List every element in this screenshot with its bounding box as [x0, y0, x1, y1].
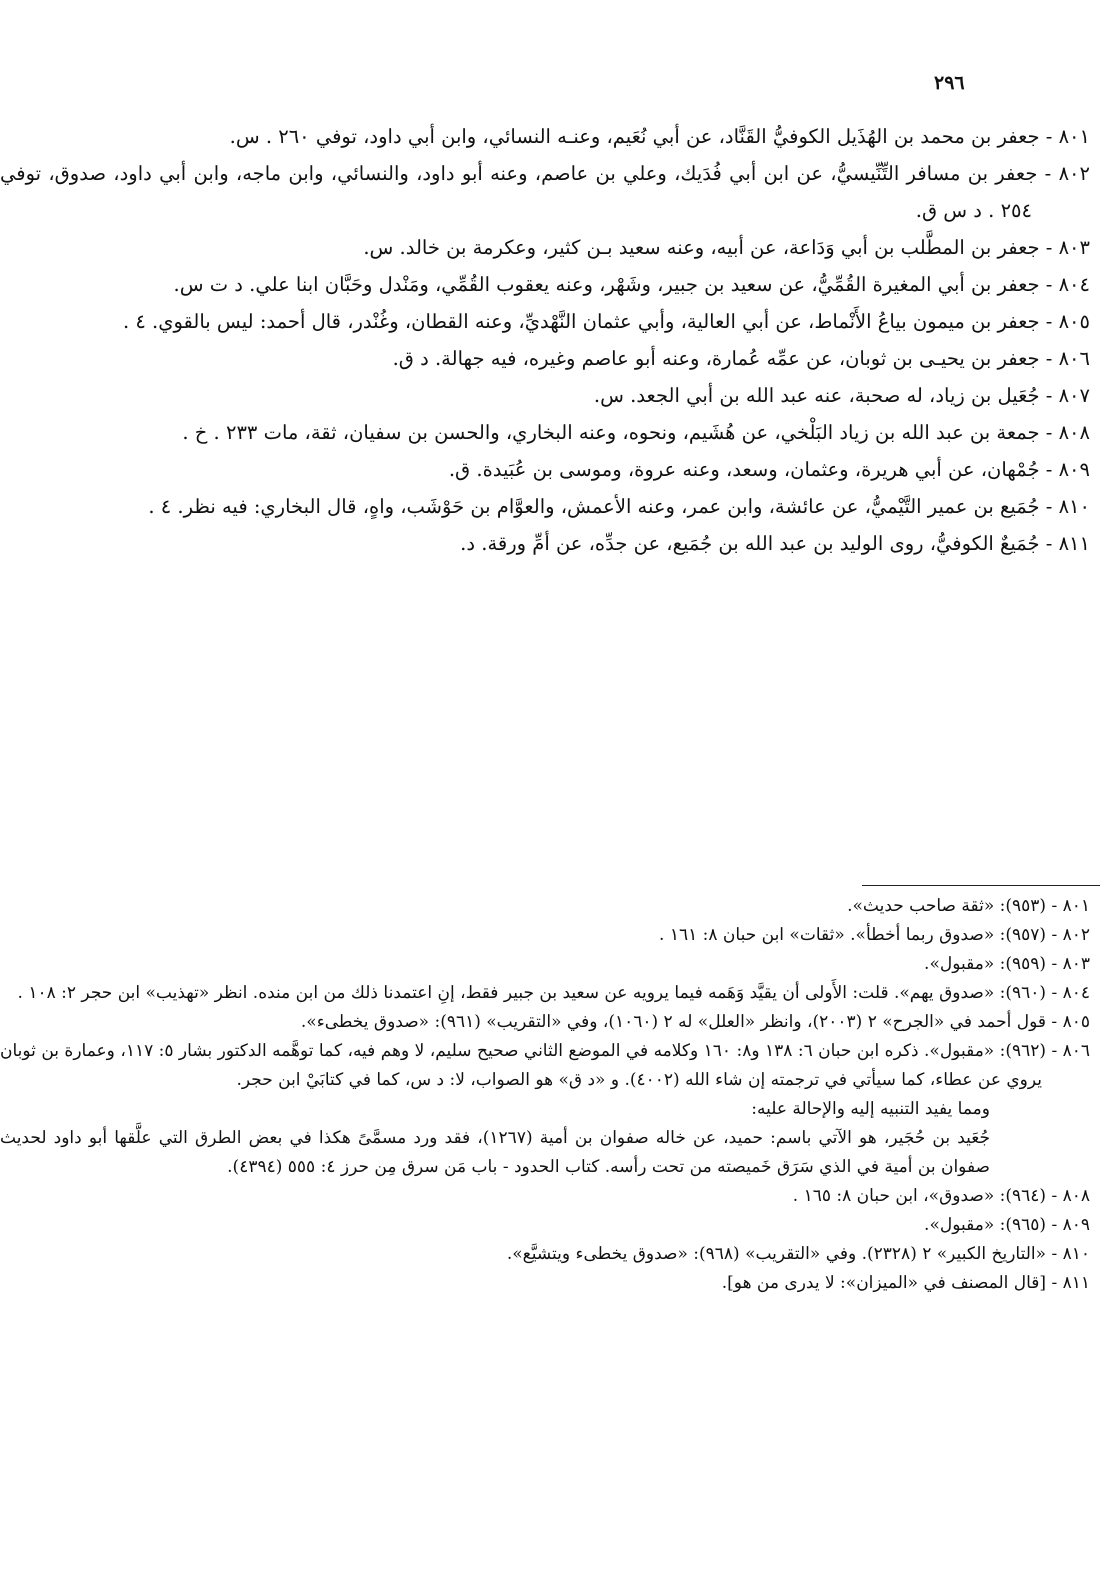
footnote-802: ٨٠٢ - (٩٥٧): «صدوق ربما أخطأ». «ثقات» ابن حبان ٨: ١٦١ . — [659, 925, 1090, 945]
footnote-808: ٨٠٨ - (٩٦٤): «صدوق»، ابن حبان ٨: ١٦٥ . — [792, 1186, 1090, 1206]
entry-807: ٨٠٧ - جُعَيل بن زياد، له صحبة، عنه عبد الله بن أبي الجعد. س. — [593, 384, 1090, 407]
footnote-806-addendum: جُعَيد بن حُجَير، هو الآتي باسم: حميد، عن خاله صفوان بن أمية (١٢٦٧)، فقد ورد مسمَّىً هكذا في بعض الطرق التي علَّقها أبو داود لحديث صفوان بن أمية في الذي سَرَق خَميصته من تحت رأسه. كتاب الحدود - باب مَن سرق مِن حرز ٤: ٥٥٥ (٤٣٩٤). — [0, 1128, 990, 1177]
main-entries — [0, 118, 1100, 562]
footnote-810: ٨١٠ - «التاريخ الكبير» ٢ (٢٣٢٨). وفي «التقريب» (٩٦٨): «صدوق يخطىء ويتشيَّع». — [506, 1244, 1090, 1264]
footnote-811: ٨١١ - [قال المصنف في «الميزان»: لا يدرى من هو]. — [721, 1273, 1090, 1293]
page-number: ٢٩٦ — [934, 72, 965, 94]
footnote-806: ٨٠٦ - (٩٦٢): «مقبول». ذكره ابن حبان ٦: ١٣٨ و٨: ١٦٠ وكلامه في الموضع الثاني صحيح سليم، لا وهم فيه، كما توهَّمه الدكتور بشار ٥: ١١٧، وعمارة بن ثوبان يروي عن عطاء، كما سيأتي في ترجمته إن شاء الله (٤٠٠٢). و «د ق» هو الصواب، لا: د س، كما في كتابَيْ ابن حجر. — [0, 1041, 1091, 1090]
footnote-801: ٨٠١ - (٩٥٣): «ثقة صاحب حديث». — [847, 896, 1090, 916]
entry-806: ٨٠٦ - جعفر بن يحيـى بن ثوبان، عن عمِّه عُمارة، وعنه أبو عاصم وغيره، فيه جهالة. د ق. — [392, 347, 1090, 370]
footnote-809: ٨٠٩ - (٩٦٥): «مقبول». — [924, 1215, 1090, 1235]
entry-804: ٨٠٤ - جعفر بن أبي المغيرة القُمِّيُّ، عن سعيد بن جبير، وشَهْر، وعنه يعقوب القُمِّي، ومَنْدل وحَبَّان ابنا علي. د ت س. — [173, 273, 1090, 296]
footnote-805: ٨٠٥ - قول أحمد في «الجرح» ٢ (٢٠٠٣)، وانظر «العلل» له ٢ (١٠٦٠)، وفي «التقريب» (٩٦١): «صدوق يخطىء». — [300, 1012, 1090, 1032]
entry-811: ٨١١ - جُمَيعٌ الكوفيُّ، روى الوليد بن عبد الله بن جُمَيع، عن جدِّه، عن أمِّ ورقة. د. — [460, 532, 1090, 555]
entry-805: ٨٠٥ - جعفر بن ميمون بياعُ الأَنْماط، عن أبي العالية، وأبي عثمان النَّهْديِّ، وعنه القطان، وغُنْدر، قال أحمد: ليس بالقوي. ٤ . — [122, 310, 1090, 333]
footnote-divider — [862, 885, 1100, 886]
entry-810: ٨١٠ - جُمَيع بن عمير التَّيْميُّ، عن عائشة، وابن عمر، وعنه الأعمش، والعوَّام بن حَوْشَب، واهٍ، قال البخاري: فيه نظر. ٤ . — [148, 495, 1090, 518]
entry-801: ٨٠١ - جعفر بن محمد بن الهُذَيل الكوفيُّ القَنَّاد، عن أبي نُعَيم، وعنـه النسائي، وابن أبي داود، توفي ٢٦٠ . س. — [229, 125, 1090, 148]
entry-808: ٨٠٨ - جمعة بن عبد الله بن زياد البَلْخي، عن هُشَيم، ونحوه، وعنه البخاري، والحسن بن سفيان، ثقة، مات ٢٣٣ . خ . — [182, 421, 1090, 444]
footnote-803: ٨٠٣ - (٩٥٩): «مقبول». — [924, 954, 1090, 974]
entry-803: ٨٠٣ - جعفر بن المطَّلب بن أبي وَدَاعة، عن أبيه، وعنه سعيد بـن كثير، وعكرمة بن خالد. س. — [363, 236, 1090, 259]
footnote-804: ٨٠٤ - (٩٦٠): «صدوق يهم». قلت: الأَولى أن يقيَّد وَهَمه فيما يرويه عن سعيد بن جبير فقط، إنِ اعتمدنا ذلك من ابن منده. انظر «تهذيب» ابن حجر ٢: ١٠٨ . — [17, 983, 1090, 1003]
footnote-806-addendum-intro: ومما يفيد التنبيه إليه والإحالة عليه: — [751, 1099, 990, 1119]
entry-809: ٨٠٩ - جُمْهان، عن أبي هريرة، وعثمان، وسعد، وعنه عروة، وموسى بن عُبَيدة. ق. — [448, 458, 1090, 481]
entry-802: ٨٠٢ - جعفر بن مسافر التِّنِّيسيُّ، عن ابن أبي فُدَيك، وعلي بن عاصم، وعنه أبو داود، والنسائي، وابن ماجه، وابن أبي داود، صدوق، توفي ٢٥٤ . د س ق. — [0, 162, 1090, 222]
footnotes — [0, 892, 1100, 1298]
